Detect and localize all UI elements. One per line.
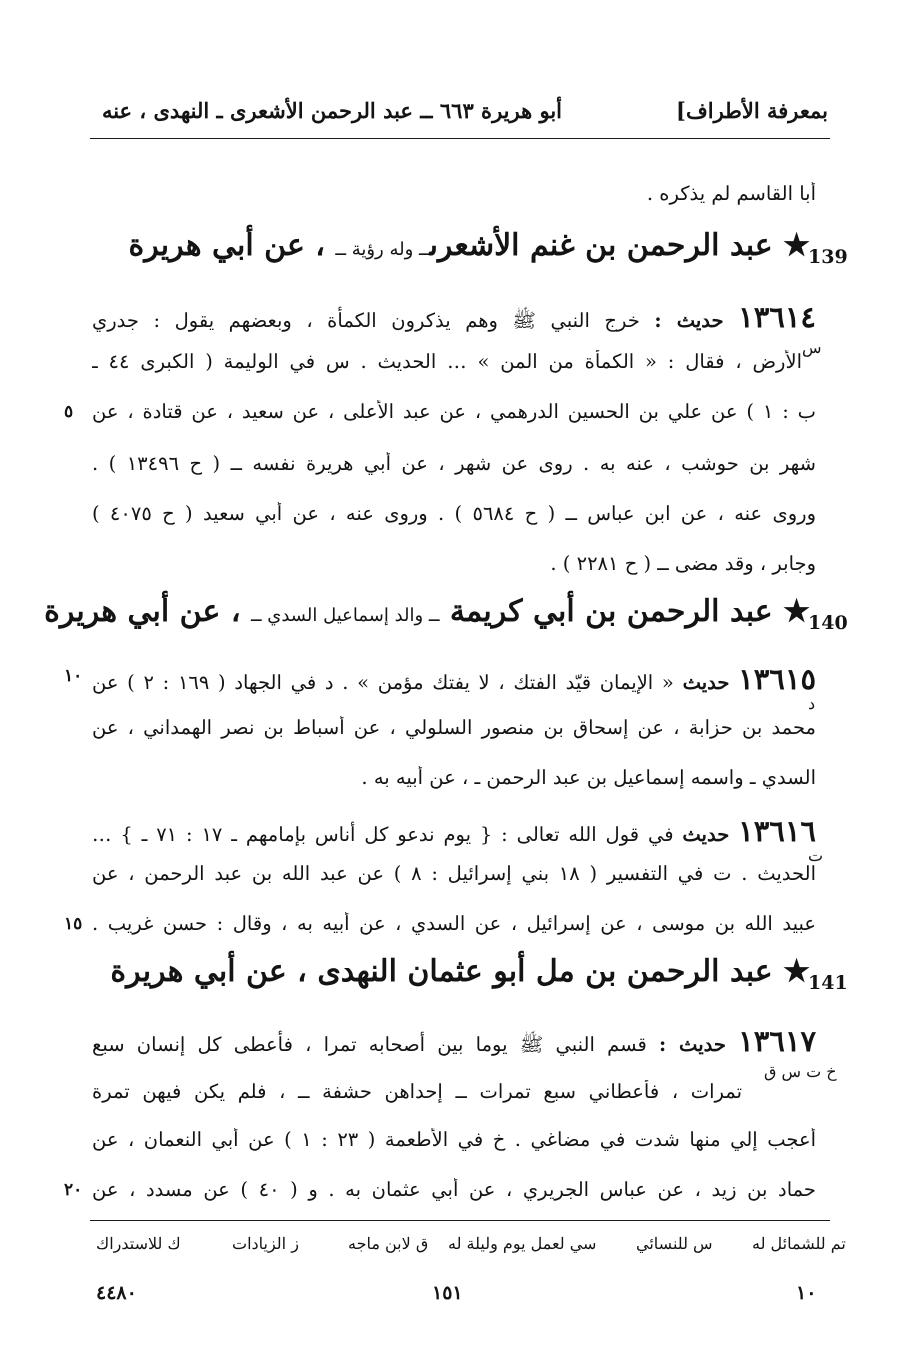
chapter-tail: ، عن أبي هريرة (44, 594, 241, 629)
text-line: محمد بن حزابة ، عن إسحاق بن منصور السلولي ، عن أسباط بن نصر الهمداني ، عن (92, 716, 816, 739)
hadith-number: ١٣٦١٥ (738, 662, 816, 696)
hadith-label: حديث (682, 823, 730, 846)
hadith-line (92, 1024, 816, 1061)
text-line: أبا القاسم لم يذكره . (646, 182, 816, 205)
margin-siglum: د (808, 694, 816, 713)
text-line: الحديث . ت في التفسير ( ١٨ بني إسرائيل : ٨ ) عن عبد الله بن عبد الرحمن ، عن (92, 862, 816, 885)
hadith-text: خرج النبي ﷺ وهم يذكرون الكمأة ، وبعضهم يقول : جدري (92, 309, 640, 332)
chapter-number: 140 (808, 612, 848, 634)
line-number: ١٥ (64, 914, 83, 934)
chapter-bullet: ★ (772, 594, 810, 629)
hadith-text: في قول الله تعالى : { يوم ندعو كل أناس بإمامهم ـ ١٧ : ٧١ ـ } … (92, 823, 674, 846)
running-header-right: بمعرفة الأطراف] (676, 98, 828, 123)
hadith-line (92, 662, 816, 696)
text-line: أعجب إلي منها شدت في مضاغي . خ في الأطعمة ( ٢٣ : ١ ) عن أبي النعمان ، عن (92, 1128, 816, 1151)
chapter-heading (44, 594, 810, 629)
margin-siglum: خ ت س ق (764, 1062, 837, 1081)
hadith-number: ١٣٦١٤ (738, 300, 816, 334)
text-line: ب : ١ ) عن علي بن الحسين الدرهمي ، عن عبد الأعلى ، عن سعيد ، عن قتادة ، عن (92, 400, 816, 423)
chapter-bullet: ★ (772, 954, 810, 989)
abbreviation: ك للاستدراك (96, 1234, 181, 1253)
abbreviation: ق لابن ماجه (348, 1234, 429, 1253)
abbreviation: ز الزيادات (232, 1234, 299, 1253)
hadith-number: ١٣٦١٦ (738, 814, 816, 848)
text-line: وجابر ، وقد مضى ــ ( ح ٢٢٨١ ) . (550, 552, 816, 575)
text-line: الأرض ، فقال : « الكمأة من المن » … الحديث . س في الوليمة ( الكبرى ٤٤ ـ (92, 350, 802, 373)
chapter-narrator: عبد الرحمن بن غنم الأشعرى (429, 228, 773, 263)
volume-number: ٤٤٨٠ (96, 1282, 137, 1304)
abbreviation: سي لعمل يوم وليلة له (448, 1234, 597, 1253)
margin-siglum: س (802, 338, 822, 357)
text-line: حماد بن زيد ، عن عباس الجريري ، عن أبي عثمان به . و ( ٤٠ ) عن مسدد ، عن (92, 1178, 816, 1201)
hadith-line (92, 300, 816, 337)
text-line: عبيد الله بن موسى ، عن إسرائيل ، عن السدي ، عن أبيه به ، وقال : حسن غريب . (92, 912, 816, 935)
chapter-heading (110, 954, 810, 989)
header-rule (90, 138, 830, 139)
chapter-bullet: ★ (772, 228, 810, 263)
hadith-number: ١٣٦١٧ (738, 1024, 816, 1058)
chapter-number: 139 (808, 246, 848, 268)
abbreviation: تم للشمائل له (752, 1234, 846, 1253)
line-number: ٢٠ (64, 1180, 83, 1200)
text-line: شهر بن حوشب ، عنه به . روى عن شهر ، عن أبي هريرة نفسه ــ ( ح ١٣٤٩٦ ) . (92, 452, 816, 475)
text-line: تمرات ، فأعطاني سبع تمرات ــ إحداهن حشفة ــ ، فلم يكن فيهن تمرة (92, 1080, 742, 1103)
part-number: ١٠ (796, 1282, 817, 1304)
footnote-rule (90, 1220, 830, 1221)
abbreviation: س للنسائي (636, 1234, 713, 1253)
line-number: ٥ (64, 402, 74, 422)
chapter-number: 141 (808, 972, 848, 994)
hadith-label: حديث (682, 671, 730, 694)
text-line: وروى عنه ، عن ابن عباس ــ ( ح ٥٦٨٤ ) . وروى عنه ، عن أبي سعيد ( ح ٤٠٧٥ ) (92, 502, 816, 525)
page-number: ١٥١ (432, 1282, 463, 1304)
running-header-left: أبو هريرة ٦٦٣ ــ عبد الرحمن الأشعرى ـ النهدى ، عنه (101, 98, 562, 123)
chapter-narrator: عبد الرحمن بن أبي كريمة (449, 594, 773, 629)
chapter-note: ــ والد إسماعيل السدي ــ (251, 605, 440, 626)
chapter-note: ــ وله رؤية ــ (335, 239, 430, 260)
chapter-heading (110, 228, 810, 263)
chapter-tail: ، عن أبي هريرة (110, 954, 307, 989)
line-number: ١٠ (64, 666, 83, 686)
margin-siglum: ت (808, 846, 824, 865)
hadith-line (92, 814, 816, 848)
hadith-text: « الإيمان قيّد الفتك ، لا يفتك مؤمن » . د في الجهاد ( ١٦٩ : ٢ ) عن (92, 671, 674, 694)
hadith-label: حديث : (654, 309, 724, 332)
hadith-label: حديث : (659, 1033, 726, 1056)
chapter-narrator: عبد الرحمن بن مل أبو عثمان النهدى (317, 954, 773, 989)
chapter-tail: ، عن أبي هريرة (128, 228, 325, 263)
text-line: السدي ـ واسمه إسماعيل بن عبد الرحمن ـ ، عن أبيه به . (361, 766, 816, 789)
hadith-text: قسم النبي ﷺ يوما بين أصحابه تمرا ، فأعطى كل إنسان سبع (92, 1033, 647, 1056)
